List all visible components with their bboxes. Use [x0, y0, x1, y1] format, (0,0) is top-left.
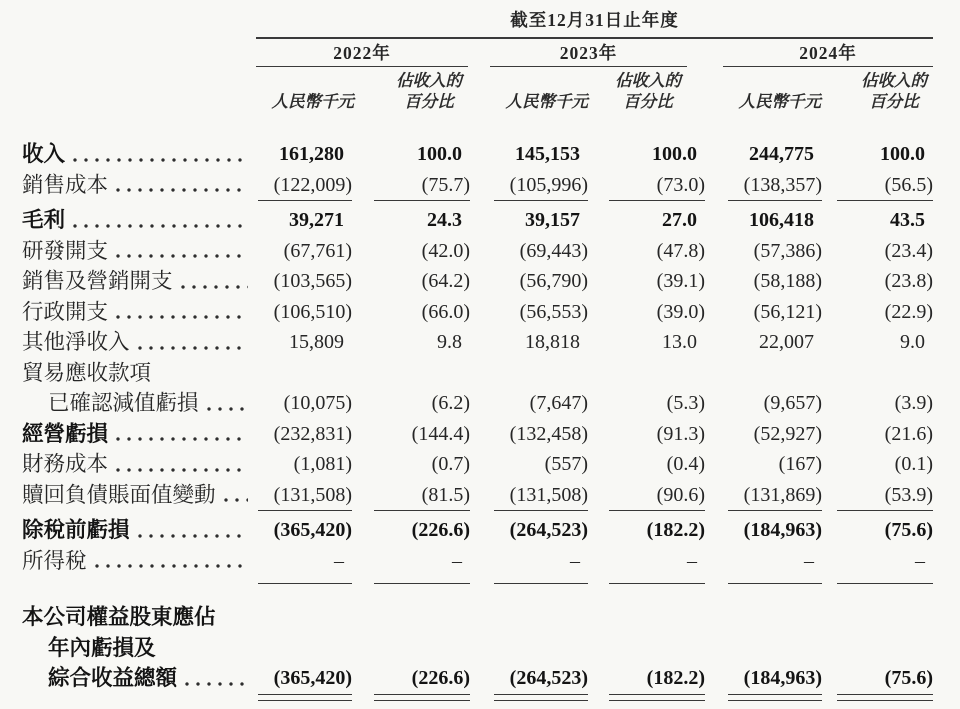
row-label-text: 財務成本	[22, 452, 109, 476]
column-rule	[728, 200, 822, 201]
pct-of-revenue-2022-cell: (42.0)	[421, 239, 470, 262]
pct-of-revenue-label	[396, 70, 462, 113]
amount-unit-label: 人民幣千元	[271, 92, 354, 111]
amount-2023-cell: 18,818	[525, 331, 580, 353]
row-label	[22, 449, 258, 480]
table-row	[22, 546, 960, 577]
year-group	[490, 39, 687, 113]
column-subheaders	[723, 67, 933, 113]
pct-of-revenue-2022-cell: (66.0)	[421, 300, 470, 323]
table-row	[22, 170, 960, 201]
amount-2024-cell: 22,007	[759, 331, 814, 353]
pct-label-line1: 佔收入的	[861, 71, 927, 90]
rule-cell	[258, 583, 352, 588]
table-row	[22, 633, 960, 664]
year-column-groups	[256, 39, 960, 113]
amount-unit-label: 人民幣千元	[738, 92, 821, 111]
column-rule	[374, 510, 470, 511]
column-rule	[494, 694, 588, 702]
dot-leader	[138, 515, 248, 546]
row-label-text: 收入	[22, 142, 66, 166]
column-rule	[728, 694, 822, 702]
amount-2024-cell: (52,927)	[753, 422, 822, 445]
column-rule	[374, 694, 470, 702]
table-body	[22, 139, 960, 706]
year-group	[723, 39, 933, 113]
column-rule	[609, 200, 705, 201]
dot-leader	[116, 170, 248, 201]
column-subheaders	[256, 67, 468, 113]
dot-leader	[116, 297, 248, 328]
table-title: 截至12月31日止年度	[510, 10, 679, 30]
dot-leader	[138, 327, 248, 358]
amount-2022-cell: 39,271	[289, 209, 344, 231]
pct-of-revenue-2022-cell: 24.3	[427, 209, 462, 231]
row-label-text: 已確認減值虧損	[48, 391, 199, 415]
rule-cell	[470, 583, 588, 588]
pct-of-revenue-2024-cell: –	[915, 549, 925, 572]
rule-cell	[705, 694, 822, 706]
dot-leader	[73, 139, 248, 170]
amount-2022-cell: (131,508)	[273, 483, 352, 506]
amount-2024-cell: 244,775	[749, 143, 814, 165]
pct-of-revenue-2023-cell: (0.4)	[666, 453, 705, 475]
pct-of-revenue-label	[861, 70, 927, 113]
amount-2024-cell: (57,386)	[753, 239, 822, 262]
pct-of-revenue-2024-cell: (3.9)	[894, 392, 933, 414]
table-row	[22, 602, 960, 633]
amount-unit-label: 人民幣千元	[505, 92, 588, 111]
row-label	[22, 205, 258, 236]
row-label	[22, 358, 258, 389]
amount-2022-cell: (1,081)	[293, 453, 352, 475]
column-rule	[837, 583, 933, 584]
row-label	[22, 388, 258, 419]
pct-of-revenue-2022-cell: (144.4)	[411, 422, 470, 445]
table-row	[22, 327, 960, 358]
amount-2023-cell: (56,790)	[519, 270, 588, 292]
pct-of-revenue-2024-cell: (56.5)	[884, 173, 933, 196]
row-label-text: 經營虧損	[22, 421, 109, 446]
pct-of-revenue-2022-cell: (81.5)	[421, 483, 470, 506]
column-rule	[837, 694, 933, 702]
amount-2023-cell: –	[570, 549, 580, 572]
amount-2024-cell: (56,121)	[753, 300, 822, 323]
table-row	[22, 297, 960, 328]
column-rule	[494, 510, 588, 511]
rule-cell	[352, 583, 470, 588]
table-row	[22, 139, 960, 170]
row-label-text: 除稅前虧損	[22, 518, 130, 542]
pct-of-revenue-2024-cell: (22.9)	[884, 300, 933, 323]
pct-of-revenue-2024-cell: 43.5	[890, 209, 925, 231]
pct-of-revenue-2024-cell: (75.6)	[884, 667, 933, 689]
dot-leader	[185, 663, 248, 694]
amount-2023-cell: (557)	[544, 453, 588, 475]
column-rule	[258, 200, 352, 201]
amount-2024-cell: (184,963)	[743, 519, 822, 541]
amount-2024-cell: 106,418	[749, 209, 814, 231]
column-rule	[609, 583, 705, 584]
pct-of-revenue-2023-cell: (39.0)	[656, 300, 705, 323]
pct-of-revenue-2023-cell: 13.0	[662, 331, 697, 353]
pct-label-line2: 百分比	[623, 92, 673, 111]
rule-cell	[822, 694, 933, 706]
pct-of-revenue-2023-cell: 27.0	[662, 209, 697, 231]
amount-2022-cell: (122,009)	[273, 173, 352, 196]
pct-of-revenue-2023-cell: (90.6)	[656, 483, 705, 506]
amount-2023-cell: 145,153	[515, 143, 580, 165]
pct-of-revenue-2022-cell: 100.0	[417, 143, 462, 165]
table-row	[22, 358, 960, 389]
pct-of-revenue-2024-cell: 9.0	[900, 331, 925, 353]
row-label-text: 其他淨收入	[22, 330, 130, 354]
table-row	[22, 205, 960, 236]
table-row	[22, 480, 960, 511]
rule-row-label-spacer	[22, 583, 258, 588]
pct-of-revenue-2024-cell: (23.4)	[884, 239, 933, 262]
amount-2023-cell: (131,508)	[509, 483, 588, 506]
row-label	[22, 170, 258, 201]
pct-of-revenue-2022-cell: –	[452, 549, 462, 572]
amount-2022-cell: (365,420)	[273, 667, 352, 689]
row-label-text: 本公司權益股東應佔	[22, 605, 216, 629]
amount-2022-cell: (67,761)	[283, 239, 352, 262]
amount-2024-cell: (138,357)	[743, 173, 822, 196]
amount-2022-cell: 161,280	[279, 143, 344, 165]
pct-of-revenue-2024-cell: (23.8)	[884, 270, 933, 292]
amount-2024-cell: (167)	[778, 453, 822, 475]
row-label	[22, 546, 258, 577]
row-label-text: 所得稅	[22, 548, 87, 573]
amount-2023-cell: (56,553)	[519, 300, 588, 323]
dot-leader	[116, 236, 248, 267]
dot-leader	[207, 388, 248, 419]
pct-of-revenue-2023-cell: 100.0	[652, 143, 697, 165]
amount-2022-cell: (103,565)	[273, 270, 352, 292]
dot-leader	[116, 449, 248, 480]
pct-of-revenue-2024-cell: (75.6)	[884, 519, 933, 541]
amount-2022-cell: (106,510)	[273, 300, 352, 323]
pct-of-revenue-2022-cell: 9.8	[437, 331, 462, 353]
year-label: 2023年	[559, 43, 618, 63]
row-label-text: 研發開支	[22, 238, 109, 263]
dot-leader	[116, 419, 248, 450]
row-label-text: 毛利	[22, 208, 66, 232]
row-label	[22, 236, 258, 267]
pct-of-revenue-label	[615, 70, 681, 113]
pct-of-revenue-2023-cell: –	[687, 549, 697, 572]
table-row	[22, 449, 960, 480]
row-label	[22, 419, 258, 450]
column-rule	[609, 694, 705, 702]
pct-of-revenue-2023-cell: (73.0)	[656, 173, 705, 196]
year-group	[256, 39, 468, 113]
column-subheaders	[490, 67, 687, 113]
row-label	[22, 633, 258, 664]
row-label	[22, 139, 258, 170]
rule-cell	[258, 694, 352, 706]
rule-cell	[470, 694, 588, 706]
table-row	[22, 266, 960, 297]
pct-label-line2: 百分比	[404, 92, 454, 111]
amount-2022-cell: (365,420)	[273, 519, 352, 541]
row-label	[22, 515, 258, 546]
year-label: 2024年	[799, 43, 857, 63]
rule-cell	[588, 583, 705, 588]
single-rule-row	[22, 583, 960, 588]
pct-of-revenue-2023-cell: (39.1)	[656, 270, 705, 292]
row-label-text: 贖回負債賬面值變動	[22, 482, 216, 507]
pct-of-revenue-2024-cell: (53.9)	[884, 483, 933, 506]
pct-of-revenue-2022-cell: (64.2)	[421, 270, 470, 292]
dot-leader	[95, 546, 248, 577]
amount-2023-cell: (7,647)	[529, 392, 588, 414]
amount-2023-cell: 39,157	[525, 209, 580, 231]
row-label-text: 行政開支	[22, 299, 109, 324]
column-rule	[374, 200, 470, 201]
amount-2023-cell: (264,523)	[509, 519, 588, 541]
double-rule-row	[22, 694, 960, 706]
dot-leader	[73, 205, 248, 236]
year-label: 2022年	[333, 43, 391, 63]
pct-of-revenue-2023-cell: (182.2)	[646, 519, 705, 541]
rule-cell	[705, 583, 822, 588]
amount-2024-cell: –	[804, 549, 814, 572]
amount-2022-cell: (232,831)	[273, 422, 352, 445]
column-rule	[258, 510, 352, 511]
amount-2023-cell: (264,523)	[509, 667, 588, 689]
column-rule	[837, 510, 933, 511]
pct-of-revenue-2022-cell: (75.7)	[421, 173, 470, 196]
pct-of-revenue-2024-cell: 100.0	[880, 143, 925, 165]
row-label	[22, 480, 258, 511]
pct-of-revenue-2022-cell: (0.7)	[431, 453, 470, 475]
row-label	[22, 663, 258, 694]
row-label	[22, 602, 258, 633]
row-label	[22, 266, 258, 297]
amount-2022-cell: (10,075)	[283, 392, 352, 414]
pct-of-revenue-2023-cell: (182.2)	[646, 667, 705, 689]
row-label-text: 綜合收益總額	[48, 666, 178, 690]
amount-2024-cell: (131,869)	[743, 483, 822, 506]
column-rule	[837, 200, 933, 201]
pct-of-revenue-2023-cell: (91.3)	[656, 422, 705, 445]
pct-of-revenue-2024-cell: (0.1)	[894, 453, 933, 475]
row-label-text: 銷售及營銷開支	[22, 269, 173, 293]
pct-of-revenue-2022-cell: (226.6)	[411, 519, 470, 541]
pct-label-line1: 佔收入的	[396, 71, 462, 90]
column-rule	[374, 583, 470, 584]
table-row	[22, 236, 960, 267]
rule-row-label-spacer	[22, 694, 258, 706]
amount-2023-cell: (132,458)	[509, 422, 588, 445]
row-label-text: 貿易應收款項	[22, 360, 152, 385]
row-label-text: 銷售成本	[22, 172, 109, 197]
amount-2023-cell: (105,996)	[509, 173, 588, 196]
table-row	[22, 515, 960, 546]
table-row	[22, 388, 960, 419]
pct-of-revenue-2024-cell: (21.6)	[884, 422, 933, 445]
row-label	[22, 327, 258, 358]
row-label	[22, 297, 258, 328]
amount-2024-cell: (184,963)	[743, 667, 822, 689]
column-rule	[728, 583, 822, 584]
amount-2024-cell: (58,188)	[753, 270, 822, 292]
pct-of-revenue-2022-cell: (6.2)	[431, 392, 470, 414]
column-rule	[609, 510, 705, 511]
pct-of-revenue-2023-cell: (47.8)	[656, 239, 705, 262]
rule-cell	[822, 583, 933, 588]
rule-cell	[352, 694, 470, 706]
pct-of-revenue-2022-cell: (226.6)	[411, 667, 470, 689]
column-rule	[258, 694, 352, 702]
pct-of-revenue-2023-cell: (5.3)	[666, 392, 705, 414]
pct-label-line1: 佔收入的	[615, 71, 681, 90]
column-rule	[494, 200, 588, 201]
dot-leader	[224, 480, 248, 511]
dot-leader	[181, 266, 248, 297]
table-row	[22, 419, 960, 450]
amount-2022-cell: –	[334, 549, 344, 572]
column-rule	[728, 510, 822, 511]
amount-2022-cell: 15,809	[289, 331, 344, 353]
row-label-text: 年內虧損及	[48, 635, 156, 660]
table-row	[22, 663, 960, 694]
column-rule	[258, 583, 352, 584]
pct-label-line2: 百分比	[869, 92, 919, 111]
amount-2023-cell: (69,443)	[519, 239, 588, 262]
amount-2024-cell: (9,657)	[763, 392, 822, 414]
column-rule	[494, 583, 588, 584]
rule-cell	[588, 694, 705, 706]
